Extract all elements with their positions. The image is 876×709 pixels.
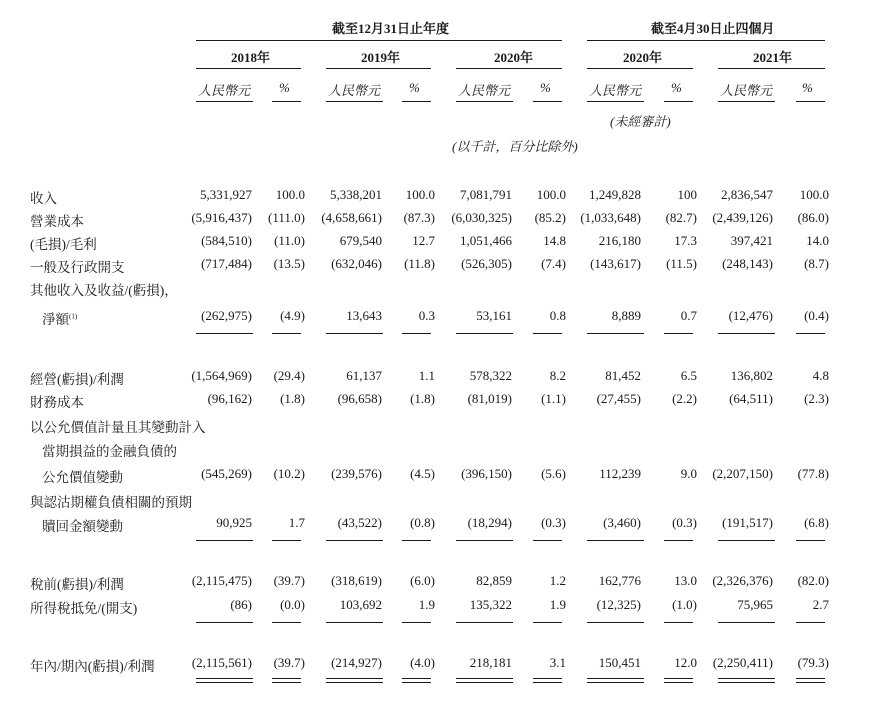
amount-cell: 81,452 bbox=[605, 368, 641, 383]
amount-cell: 75,965 bbox=[737, 597, 773, 612]
amount-cell: (239,576) bbox=[331, 466, 382, 481]
percent-cell: 2.7 bbox=[812, 597, 829, 612]
amount-cell: (262,975) bbox=[201, 308, 252, 323]
percent-cell: (11.5) bbox=[666, 256, 697, 271]
amount-cell: (248,143) bbox=[722, 256, 773, 271]
amount-cell: 679,540 bbox=[339, 233, 382, 248]
amount-cell: 1,051,466 bbox=[460, 233, 512, 248]
amount-cell: 53,161 bbox=[476, 308, 512, 323]
percent-cell: (77.8) bbox=[797, 466, 829, 481]
row-label-operating: 經營(虧損)/利潤 bbox=[30, 372, 124, 387]
amount-cell: (3,460) bbox=[603, 515, 641, 530]
percent-cell: 1.9 bbox=[418, 597, 435, 612]
percent-cell: (79.3) bbox=[797, 655, 829, 670]
amount-cell: (545,269) bbox=[201, 466, 252, 481]
percent-cell: (0.8) bbox=[410, 515, 435, 530]
subtotal-rule bbox=[196, 622, 253, 623]
subtotal-rule bbox=[272, 540, 301, 541]
subtotal-rule bbox=[718, 540, 775, 541]
percent-cell: 12.7 bbox=[412, 233, 435, 248]
amount-cell: (2,250,411) bbox=[712, 655, 773, 670]
amount-cell: 103,692 bbox=[339, 597, 382, 612]
percent-cell: (87.3) bbox=[403, 210, 435, 225]
percent-cell: 0.7 bbox=[680, 308, 697, 323]
percent-cell: (39.7) bbox=[273, 573, 305, 588]
row-label-finance-cost: 財務成本 bbox=[30, 395, 84, 410]
amount-cell: (4,658,661) bbox=[321, 210, 382, 225]
group-rule-period bbox=[587, 40, 825, 41]
subtotal-rule bbox=[196, 540, 253, 541]
amount-cell: 8,889 bbox=[611, 308, 641, 323]
percent-cell: (1.1) bbox=[541, 391, 566, 406]
unit-rule bbox=[533, 101, 562, 102]
percent-cell: 0.8 bbox=[549, 308, 566, 323]
amount-cell: (318,619) bbox=[331, 573, 382, 588]
amount-cell: (27,455) bbox=[596, 391, 641, 406]
subtotal-rule bbox=[272, 333, 301, 334]
subtotal-rule bbox=[402, 622, 431, 623]
percent-cell: (4.5) bbox=[410, 466, 435, 481]
pct-header-2020-period: % bbox=[671, 80, 682, 95]
subtotal-rule bbox=[456, 540, 513, 541]
amount-cell: (717,484) bbox=[201, 256, 252, 271]
subtotal-rule bbox=[456, 622, 513, 623]
total-double-rule bbox=[196, 678, 253, 683]
unit-rule bbox=[272, 101, 301, 102]
year-rule-2019 bbox=[326, 68, 431, 69]
percent-cell: (11.0) bbox=[274, 233, 305, 248]
percent-cell: (11.8) bbox=[404, 256, 435, 271]
year-rule-2020 bbox=[456, 68, 562, 69]
subtotal-rule bbox=[664, 622, 693, 623]
percent-cell: (7.4) bbox=[541, 256, 566, 271]
amount-cell: 5,338,201 bbox=[330, 187, 382, 202]
year-rule-2018 bbox=[196, 68, 301, 69]
percent-cell: 1.1 bbox=[418, 368, 435, 383]
unit-header-2020-period: 人民幣元 bbox=[589, 83, 642, 98]
percent-cell: 3.1 bbox=[549, 655, 566, 670]
total-double-rule bbox=[587, 678, 644, 683]
year-header-2021: 2021年 bbox=[753, 50, 793, 65]
percent-cell: (1.8) bbox=[410, 391, 435, 406]
row-label-other-income-net: 淨額$^{(1)}$ bbox=[42, 312, 78, 327]
subtotal-rule bbox=[533, 622, 562, 623]
amount-cell: (2,115,475) bbox=[191, 573, 252, 588]
subtotal-rule bbox=[456, 333, 513, 334]
group-header-year-ended: 截至12月31日止年度 bbox=[332, 21, 450, 36]
percent-cell: (2.2) bbox=[672, 391, 697, 406]
amount-cell: 61,137 bbox=[346, 368, 382, 383]
amount-cell: 1,249,828 bbox=[589, 187, 641, 202]
subtotal-rule bbox=[196, 333, 253, 334]
amount-cell: 162,776 bbox=[598, 573, 641, 588]
year-rule-2021 bbox=[718, 68, 825, 69]
subtotal-rule bbox=[664, 540, 693, 541]
percent-cell: (0.4) bbox=[804, 308, 829, 323]
pct-header-2018: % bbox=[279, 80, 290, 95]
unit-rule bbox=[326, 101, 383, 102]
percent-cell: 100.0 bbox=[275, 187, 305, 202]
total-double-rule bbox=[796, 678, 825, 683]
percent-cell: (111.0) bbox=[268, 210, 305, 225]
unit-rule bbox=[402, 101, 431, 102]
percent-cell: (29.4) bbox=[273, 368, 305, 383]
row-label-fv-line1: 以公允價值計量且其變動計入 bbox=[30, 420, 206, 435]
row-label-fv-line2: 當期損益的金融負債的 bbox=[42, 444, 177, 459]
total-double-rule bbox=[664, 678, 693, 683]
row-label-gross: (毛損)/毛利 bbox=[30, 237, 97, 252]
amount-cell: 5,331,927 bbox=[200, 187, 252, 202]
percent-cell: (8.7) bbox=[804, 256, 829, 271]
amount-cell: (584,510) bbox=[201, 233, 252, 248]
year-rule-2020-period bbox=[587, 68, 693, 69]
subtotal-rule bbox=[533, 540, 562, 541]
row-label-other-income: 其他收入及收益/(虧損)， bbox=[30, 283, 178, 298]
percent-cell: (85.2) bbox=[534, 210, 566, 225]
percent-cell: (2.3) bbox=[804, 391, 829, 406]
percent-cell: (6.0) bbox=[410, 573, 435, 588]
amount-cell: 7,081,791 bbox=[460, 187, 512, 202]
row-label-admin-expenses: 一般及行政開支 bbox=[30, 260, 125, 275]
percent-cell: 100.0 bbox=[405, 187, 435, 202]
amount-cell: 150,451 bbox=[598, 655, 641, 670]
group-rule-year bbox=[196, 40, 562, 41]
percent-cell: (0.0) bbox=[280, 597, 305, 612]
unit-header-2018: 人民幣元 bbox=[198, 83, 251, 98]
total-double-rule bbox=[718, 678, 775, 683]
percent-cell: 13.0 bbox=[674, 573, 697, 588]
subtotal-rule bbox=[796, 333, 825, 334]
unit-rule bbox=[664, 101, 693, 102]
total-double-rule bbox=[456, 678, 513, 683]
percent-cell: (0.3) bbox=[541, 515, 566, 530]
total-double-rule bbox=[402, 678, 431, 683]
unit-header-2021: 人民幣元 bbox=[720, 83, 773, 98]
row-label-pretax: 稅前(虧損)/利潤 bbox=[30, 577, 124, 592]
amount-cell: (64,511) bbox=[729, 391, 773, 406]
amount-cell: (632,046) bbox=[331, 256, 382, 271]
unit-rule bbox=[196, 101, 253, 102]
amount-cell: (18,294) bbox=[467, 515, 512, 530]
amount-cell: 90,925 bbox=[216, 515, 252, 530]
percent-cell: (86.0) bbox=[797, 210, 829, 225]
subtotal-rule bbox=[326, 333, 383, 334]
amount-cell: 13,643 bbox=[346, 308, 382, 323]
unit-header-2019: 人民幣元 bbox=[328, 83, 381, 98]
row-label-put-option-line1: 與認沽期權負債相關的預期 bbox=[30, 495, 192, 510]
row-label-fv-line3: 公允價值變動 bbox=[42, 470, 123, 485]
percent-cell: 8.2 bbox=[549, 368, 566, 383]
total-double-rule bbox=[326, 678, 383, 683]
percent-cell: 1.7 bbox=[288, 515, 305, 530]
amount-cell: (396,150) bbox=[461, 466, 512, 481]
amount-cell: 135,322 bbox=[469, 597, 512, 612]
percent-cell: 100.0 bbox=[536, 187, 566, 202]
percent-cell: (4.9) bbox=[280, 308, 305, 323]
amount-cell: (5,916,437) bbox=[191, 210, 252, 225]
amount-cell: (2,115,561) bbox=[191, 655, 252, 670]
unaudited-note: (未經審計) bbox=[610, 114, 671, 129]
year-header-2020: 2020年 bbox=[494, 50, 534, 65]
subtotal-rule bbox=[326, 540, 383, 541]
unit-rule bbox=[587, 101, 644, 102]
year-header-2019: 2019年 bbox=[361, 50, 401, 65]
subtotal-rule bbox=[326, 622, 383, 623]
row-label-net: 年內/期內(虧損)/利潤 bbox=[30, 659, 155, 674]
unit-header-2020: 人民幣元 bbox=[458, 83, 511, 98]
unit-note: (以千計，百分比除外) bbox=[452, 139, 578, 154]
amount-cell: (214,927) bbox=[331, 655, 382, 670]
unit-rule bbox=[796, 101, 825, 102]
amount-cell: 397,421 bbox=[730, 233, 773, 248]
amount-cell: (6,030,325) bbox=[451, 210, 512, 225]
year-header-2020-period: 2020年 bbox=[623, 50, 663, 65]
subtotal-rule bbox=[402, 333, 431, 334]
percent-cell: (82.7) bbox=[665, 210, 697, 225]
percent-cell: (0.3) bbox=[672, 515, 697, 530]
subtotal-rule bbox=[272, 622, 301, 623]
amount-cell: (1,564,969) bbox=[191, 368, 252, 383]
amount-cell: 578,322 bbox=[469, 368, 512, 383]
percent-cell: 14.8 bbox=[543, 233, 566, 248]
pct-header-2019: % bbox=[409, 80, 420, 95]
subtotal-rule bbox=[587, 333, 644, 334]
percent-cell: (82.0) bbox=[797, 573, 829, 588]
percent-cell: 12.0 bbox=[674, 655, 697, 670]
percent-cell: (4.0) bbox=[410, 655, 435, 670]
subtotal-rule bbox=[796, 622, 825, 623]
amount-cell: (96,162) bbox=[207, 391, 252, 406]
percent-cell: (13.5) bbox=[273, 256, 305, 271]
pct-header-2020: % bbox=[540, 80, 551, 95]
amount-cell: 136,802 bbox=[730, 368, 773, 383]
year-header-2018: 2018年 bbox=[231, 50, 271, 65]
row-label-put-option-line2: 贖回金額變動 bbox=[42, 519, 123, 534]
amount-cell: (12,476) bbox=[728, 308, 773, 323]
amount-cell: (96,658) bbox=[337, 391, 382, 406]
subtotal-rule bbox=[718, 622, 775, 623]
pct-header-2021: % bbox=[802, 80, 813, 95]
percent-cell: 100.0 bbox=[799, 187, 829, 202]
percent-cell: 1.2 bbox=[549, 573, 566, 588]
percent-cell: 17.3 bbox=[674, 233, 697, 248]
percent-cell: (10.2) bbox=[273, 466, 305, 481]
subtotal-rule bbox=[587, 622, 644, 623]
subtotal-rule bbox=[718, 333, 775, 334]
unit-rule bbox=[456, 101, 513, 102]
amount-cell: (12,325) bbox=[596, 597, 641, 612]
amount-cell: 216,180 bbox=[598, 233, 641, 248]
percent-cell: (1.0) bbox=[672, 597, 697, 612]
row-label-revenue: 收入 bbox=[30, 191, 57, 206]
percent-cell: (5.6) bbox=[541, 466, 566, 481]
amount-cell: 112,239 bbox=[599, 466, 641, 481]
percent-cell: 4.8 bbox=[812, 368, 829, 383]
percent-cell: 14.0 bbox=[806, 233, 829, 248]
row-label-income-tax: 所得稅抵免/(開支) bbox=[30, 601, 138, 616]
group-header-four-months: 截至4月30日止四個月 bbox=[651, 21, 775, 36]
unit-rule bbox=[718, 101, 775, 102]
amount-cell: (2,439,126) bbox=[712, 210, 773, 225]
percent-cell: 9.0 bbox=[680, 466, 697, 481]
subtotal-rule bbox=[533, 333, 562, 334]
subtotal-rule bbox=[402, 540, 431, 541]
amount-cell: (143,617) bbox=[590, 256, 641, 271]
amount-cell: 2,836,547 bbox=[721, 187, 773, 202]
amount-cell: (43,522) bbox=[337, 515, 382, 530]
total-double-rule bbox=[272, 678, 301, 683]
percent-cell: 0.3 bbox=[418, 308, 435, 323]
amount-cell: 82,859 bbox=[476, 573, 512, 588]
amount-cell: (1,033,648) bbox=[580, 210, 641, 225]
percent-cell: (6.8) bbox=[804, 515, 829, 530]
amount-cell: (2,326,376) bbox=[712, 573, 773, 588]
subtotal-rule bbox=[796, 540, 825, 541]
subtotal-rule bbox=[587, 540, 644, 541]
percent-cell: (39.7) bbox=[273, 655, 305, 670]
total-double-rule bbox=[533, 678, 562, 683]
percent-cell: 1.9 bbox=[549, 597, 566, 612]
percent-cell: 100 bbox=[677, 187, 697, 202]
amount-cell: 218,181 bbox=[469, 655, 512, 670]
amount-cell: (86) bbox=[230, 597, 252, 612]
amount-cell: (526,305) bbox=[461, 256, 512, 271]
amount-cell: (191,517) bbox=[722, 515, 773, 530]
amount-cell: (2,207,150) bbox=[712, 466, 773, 481]
percent-cell: (1.8) bbox=[280, 391, 305, 406]
amount-cell: (81,019) bbox=[467, 391, 512, 406]
percent-cell: 6.5 bbox=[680, 368, 697, 383]
row-label-cost-of-sales: 營業成本 bbox=[30, 214, 84, 229]
subtotal-rule bbox=[664, 333, 693, 334]
